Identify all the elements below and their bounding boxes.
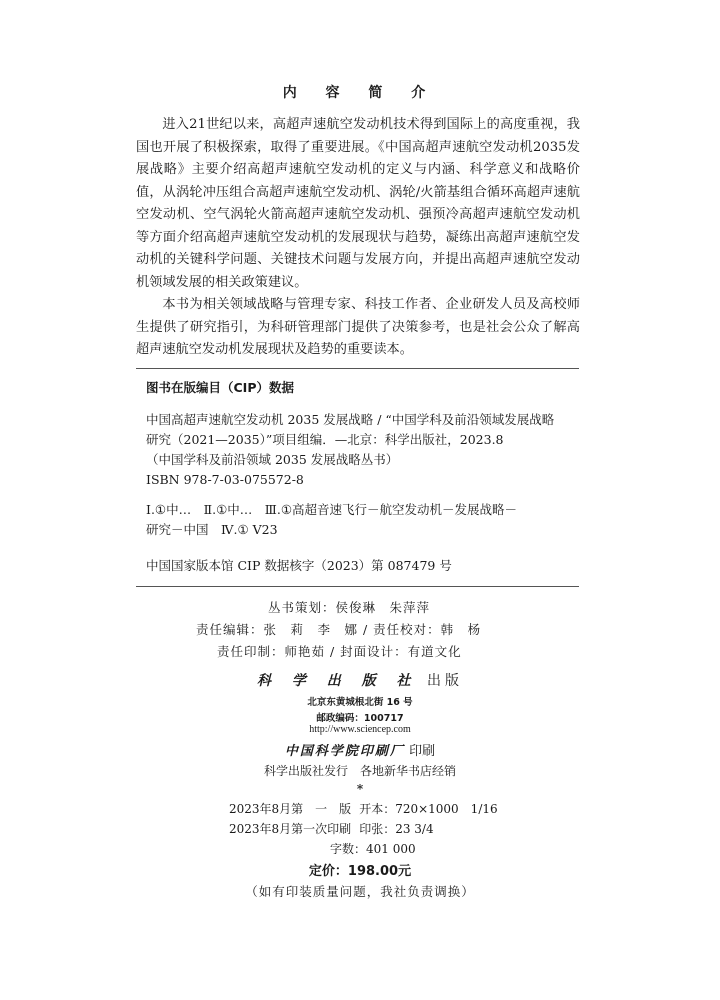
intro-paragraph: 本书为相关领域战略与管理专家、科技工作者、企业研发人员及高校师生提供了研究指引，为科研管理部门提供了决策参考，也是社会公众了解高超声速航空发动机发展现状及趋势的重要读本。 [136,297,580,357]
intro-paragraph: 进入21世纪以来，高超声速航空发动机技术得到国际上的高度重视，我国也开展了积极探索，取得了重要进展。《中国高超声速航空发动机2035发展战略》主要介绍高超声速航空发动机的定义与内涵、科学意义和战略价值，从涡轮冲压组合高超声速航空发动机、涡轮/火箭基组合循环高超声速航空发动机、空气涡轮火箭高超声速航空发动机、强预冷高超声速航空发动机等方面介绍高超声速航空发动机的发展现状与趋势，凝练出高超声速航空发动机的关键科学问题、关键技术问题与发展方向，并提出高超声速航空发动机领域发展的相关政策建议。 [136,117,580,290]
spec-printing [229,820,434,837]
cip-classification [146,500,582,540]
cip-line: 中国高超声速航空发动机 2035 发展战略 / “中国学科及前沿领域发展战略 [146,412,555,427]
cip-line: Ⅰ.①中… Ⅱ.①中… Ⅲ.①高超音速飞行－航空发动机－发展战略－ [146,502,518,517]
spec-edition [229,800,498,817]
asterisk-separator: * [356,782,364,796]
printing-cover-design: 责任印制：师艳茹 / 封面设计：有道文化 [217,644,462,659]
print-date: 2023年8月第一次印刷 [229,822,352,836]
divider [136,586,579,587]
cip-description [146,410,582,490]
price: 定价：198.00元 [308,864,412,879]
printer-suffix: 印刷 [409,744,436,759]
cip-record-number: 中国国家版本馆 CIP 数据核字（2023）第 087479 号 [146,558,452,573]
publisher-line [0,670,720,690]
divider [136,368,579,369]
distribution-line: 科学出版社发行 各地新华书店经销 [263,764,456,778]
publisher-name: 科 学 出 版 社 [257,673,419,689]
publisher-address: 北京东黄城根北街 16 号 [307,697,413,708]
cip-line: 研究－中国 Ⅳ.① V23 [146,522,278,537]
edition-date: 2023年8月第 一 版 [229,802,352,816]
book-format: 开本：720×1000 1/16 [359,802,498,816]
print-sheets: 印张：23 3/4 [359,822,434,836]
word-count: 字数：401 000 [330,842,416,856]
editors-proofreader: 责任编辑：张 莉 李 娜 / 责任校对：韩 杨 [196,622,482,637]
publisher-postcode: 邮政编码：100717 [316,713,404,724]
quality-notice: （如有印装质量问题，我社负责调换） [245,884,475,899]
publisher-suffix: 出版 [426,673,463,689]
cip-line: （中国学科及前沿领域 2035 发展战略丛书） [146,452,399,467]
printer-name: 中国科学院印刷厂 [284,744,405,759]
cip-line: ISBN 978-7-03-075572-8 [146,472,304,487]
publisher-url: http://www.sciencep.com [309,724,411,735]
printer-line [0,740,720,759]
intro-body [136,114,580,362]
cip-heading: 图书在版编目（CIP）数据 [146,380,294,395]
series-planning: 丛书策划：侯俊琳 朱萍萍 [268,600,431,615]
cip-line: 研究（2021—2035）”项目组编．—北京：科学出版社，2023.8 [146,432,504,447]
intro-title: 内 容 简 介 [282,85,438,101]
